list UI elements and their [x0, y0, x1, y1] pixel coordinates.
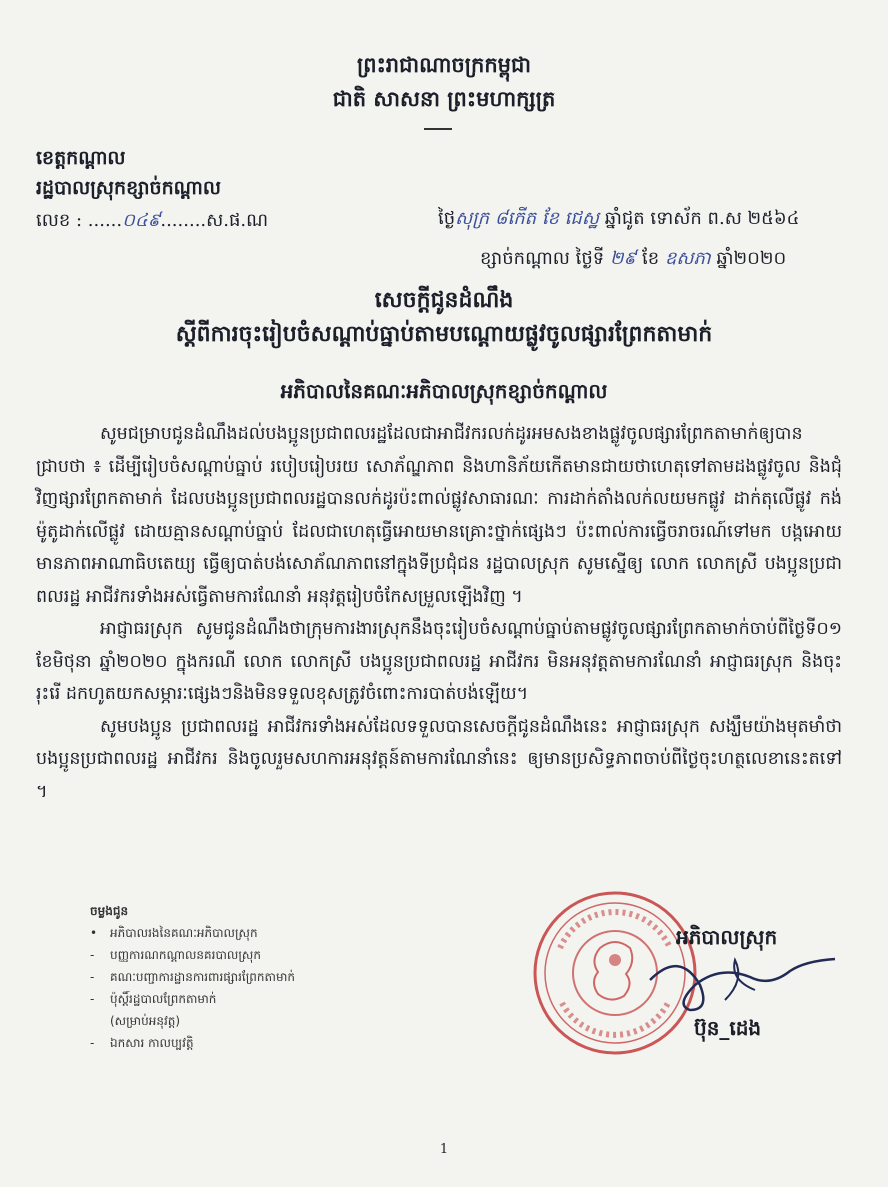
ref-number-handwritten: ០៤៩: [122, 210, 161, 231]
body-paragraph-2: អាជ្ញាធរស្រុក សូមជូនដំណឹងថាក្រុមការងារស្រុកនឹងចុះរៀបចំសណ្ដាប់ធ្នាប់តាមផ្លូវចូលផ្សារព្រែកតាមាក់ចាប់ពីថ្ងៃទី០១ ខែមិថុនា ឆ្នាំ២០២០ ក្នុងករណី លោក លោកស្រី បងប្អូនប្រជាពលរដ្ឋ អាជីវករ មិនអនុវត្តតាមការណែនាំ អាជ្ញាធរស្រុក និងចុះរុះរើ ដកហូតយកសម្ភារៈផ្សេងៗនិងមិនទទួលខុសត្រូវចំពោះការបាត់បង់ឡើយ។: [36, 619, 842, 704]
body-paragraph-3: សូមបងប្អូន ប្រជាពលរដ្ឋ អាជីវករទាំងអស់ដែលទទួលបានសេចក្ដីជូនដំណឹងនេះ អាជ្ញាធរស្រុក សង្ឃឹមយ៉ាងមុតមាំថា បងប្អូនប្រជាពលរដ្ឋ អាជីវករ និងចូលរួមសហការអនុវត្តន៍តាមការណែនាំនេះ ឲ្យមានប្រសិទ្ធភាពចាប់ពីថ្ងៃចុះហត្ថលេខានេះតទៅ ។: [36, 716, 842, 802]
signatory-title: អភិបាលស្រុក: [676, 925, 778, 949]
solar-day-handwritten: ២៩: [609, 248, 637, 269]
motto-header: ជាតិ សាសនា ព្រះមហាក្សត្រ: [332, 87, 556, 111]
cc-item-text: ប៉ុស្ដិ៍រដ្ឋបាលព្រែកតាមាក់: [110, 992, 217, 1006]
notice-body: [36, 418, 842, 808]
province-name: ខេត្តកណ្ដាល: [36, 147, 126, 169]
ref-prefix: លេខ : ......: [36, 210, 123, 231]
lunar-handwritten: សុក្រ ៨កើត ខែ ជេស្ឋ: [455, 208, 599, 229]
cc-item: [90, 1010, 295, 1032]
cc-item-text: (សម្រាប់អនុវត្ត): [110, 1014, 181, 1028]
body-paragraph-1: សូមជម្រាបជូនដំណឹងដល់បងប្អូនប្រជាពលរដ្ឋដែលជាអាជីវករលក់ដូរអមសងខាងផ្លូវចូលផ្សារព្រែកតាមាក់ឲ្យបានជ្រាបថា ៖ ដើម្បីរៀបចំសណ្ដាប់ធ្នាប់ របៀបរៀបរយ សោភ័ណ្ឌភាព និងហានិភ័យកើតមានជាយថាហេតុទៅតាមដងផ្លូវចូល និងជុំវិញផ្សារព្រែកតាមាក់ ដែលបងប្អូនប្រជាពលរដ្ឋបានលក់ដូរប៉ះពាល់ផ្លូវសាធារណៈ ការដាក់តាំងលក់លយមកផ្លូវ ដាក់តុលើផ្លូវ កង់ ម៉ូតូដាក់លើផ្លូវ ដោយគ្មានសណ្ដាប់ធ្នាប់ ដែលជាហេតុធ្វើអោយមានគ្រោះថ្នាក់ផ្សេងៗ ប៉ះពាល់ការធ្វើចរាចរណ៍ទៅមក បង្កអោយមានភាពអាណាធិបតេយ្យ ធ្វើឲ្យបាត់បង់សោភ័ណភាពនៅក្នុងទីប្រជុំជន រដ្ឋបាលស្រុក សូមស្នើឲ្យ លោក លោកស្រី បងប្អូនប្រជាពលរដ្ឋ អាជីវករទាំងអស់ធ្វើតាមការណែនាំ អនុវត្តរៀបចំកែសម្រួលឡើងវិញ ។: [36, 424, 842, 607]
notice-subtitle: ស្ដីពីការចុះរៀបចំសណ្ដាប់ធ្នាប់តាមបណ្ដោយផ្លូវចូលផ្សារព្រែកតាមាក់: [175, 322, 713, 347]
page-number: 1: [439, 1142, 449, 1157]
cc-item: - ឯកសារ កាលប្បវត្តិ: [90, 1036, 194, 1050]
lunar-date: [438, 206, 799, 233]
cc-item: - ប៉ុស្ដិ៍រដ្ឋបាលព្រែកតាមាក់: [90, 992, 217, 1006]
solar-suffix: ឆ្នាំ២០២០: [710, 248, 787, 269]
kingdom-header: ព្រះរាជាណាចក្រកម្ពុជា: [356, 53, 531, 77]
cc-item: - បញ្ញការណកណ្ដាលនគរបាលស្រុក: [90, 948, 261, 962]
lunar-prefix: ថ្ងៃ: [438, 208, 456, 229]
reference-number: [36, 208, 268, 235]
cc-item-text: អភិបាលរងនៃគណៈអភិបាលស្រុក: [110, 926, 258, 940]
cc-item: - គណៈបញ្ជាការដ្ឋានការពារផ្សារព្រែកតាមាក់: [90, 970, 296, 984]
issuer-heading: អភិបាលនៃគណៈអភិបាលស្រុកខ្សាច់កណ្ដាល: [280, 379, 608, 403]
cc-item-text: ឯកសារ កាលប្បវត្តិ: [110, 1036, 194, 1050]
cc-item: • អភិបាលរងនៃគណៈអភិបាលស្រុក: [90, 926, 258, 940]
solar-prefix: ខ្សាច់កណ្ដាល ថ្ងៃទី: [480, 248, 610, 269]
district-admin-name: រដ្ឋបាលស្រុកខ្សាច់កណ្ដាល: [36, 177, 221, 199]
header-divider: [424, 128, 452, 130]
solar-mid: ខែ: [636, 248, 665, 269]
cc-item-text: គណៈបញ្ជាការដ្ឋានការពារផ្សារព្រែកតាមាក់: [110, 970, 296, 984]
cc-label: ចម្លងជូន: [90, 904, 129, 918]
solar-date: [480, 246, 786, 273]
cc-list: [90, 900, 295, 1054]
notice-title: សេចក្ដីជូនដំណឹង: [374, 288, 514, 313]
handwritten-signature-icon: [640, 940, 840, 1020]
solar-month-handwritten: ឧសភា: [664, 248, 711, 269]
lunar-suffix: ឆ្នាំជូត ទោស័ក ព.ស ២៥៦៤: [598, 208, 800, 229]
signatory-name: ប៊ុន_ដេង: [694, 1016, 762, 1040]
cc-item-text: បញ្ញការណកណ្ដាលនគរបាលស្រុក: [110, 948, 261, 962]
ref-suffix: ........ស.ផ.ណ: [160, 210, 269, 231]
